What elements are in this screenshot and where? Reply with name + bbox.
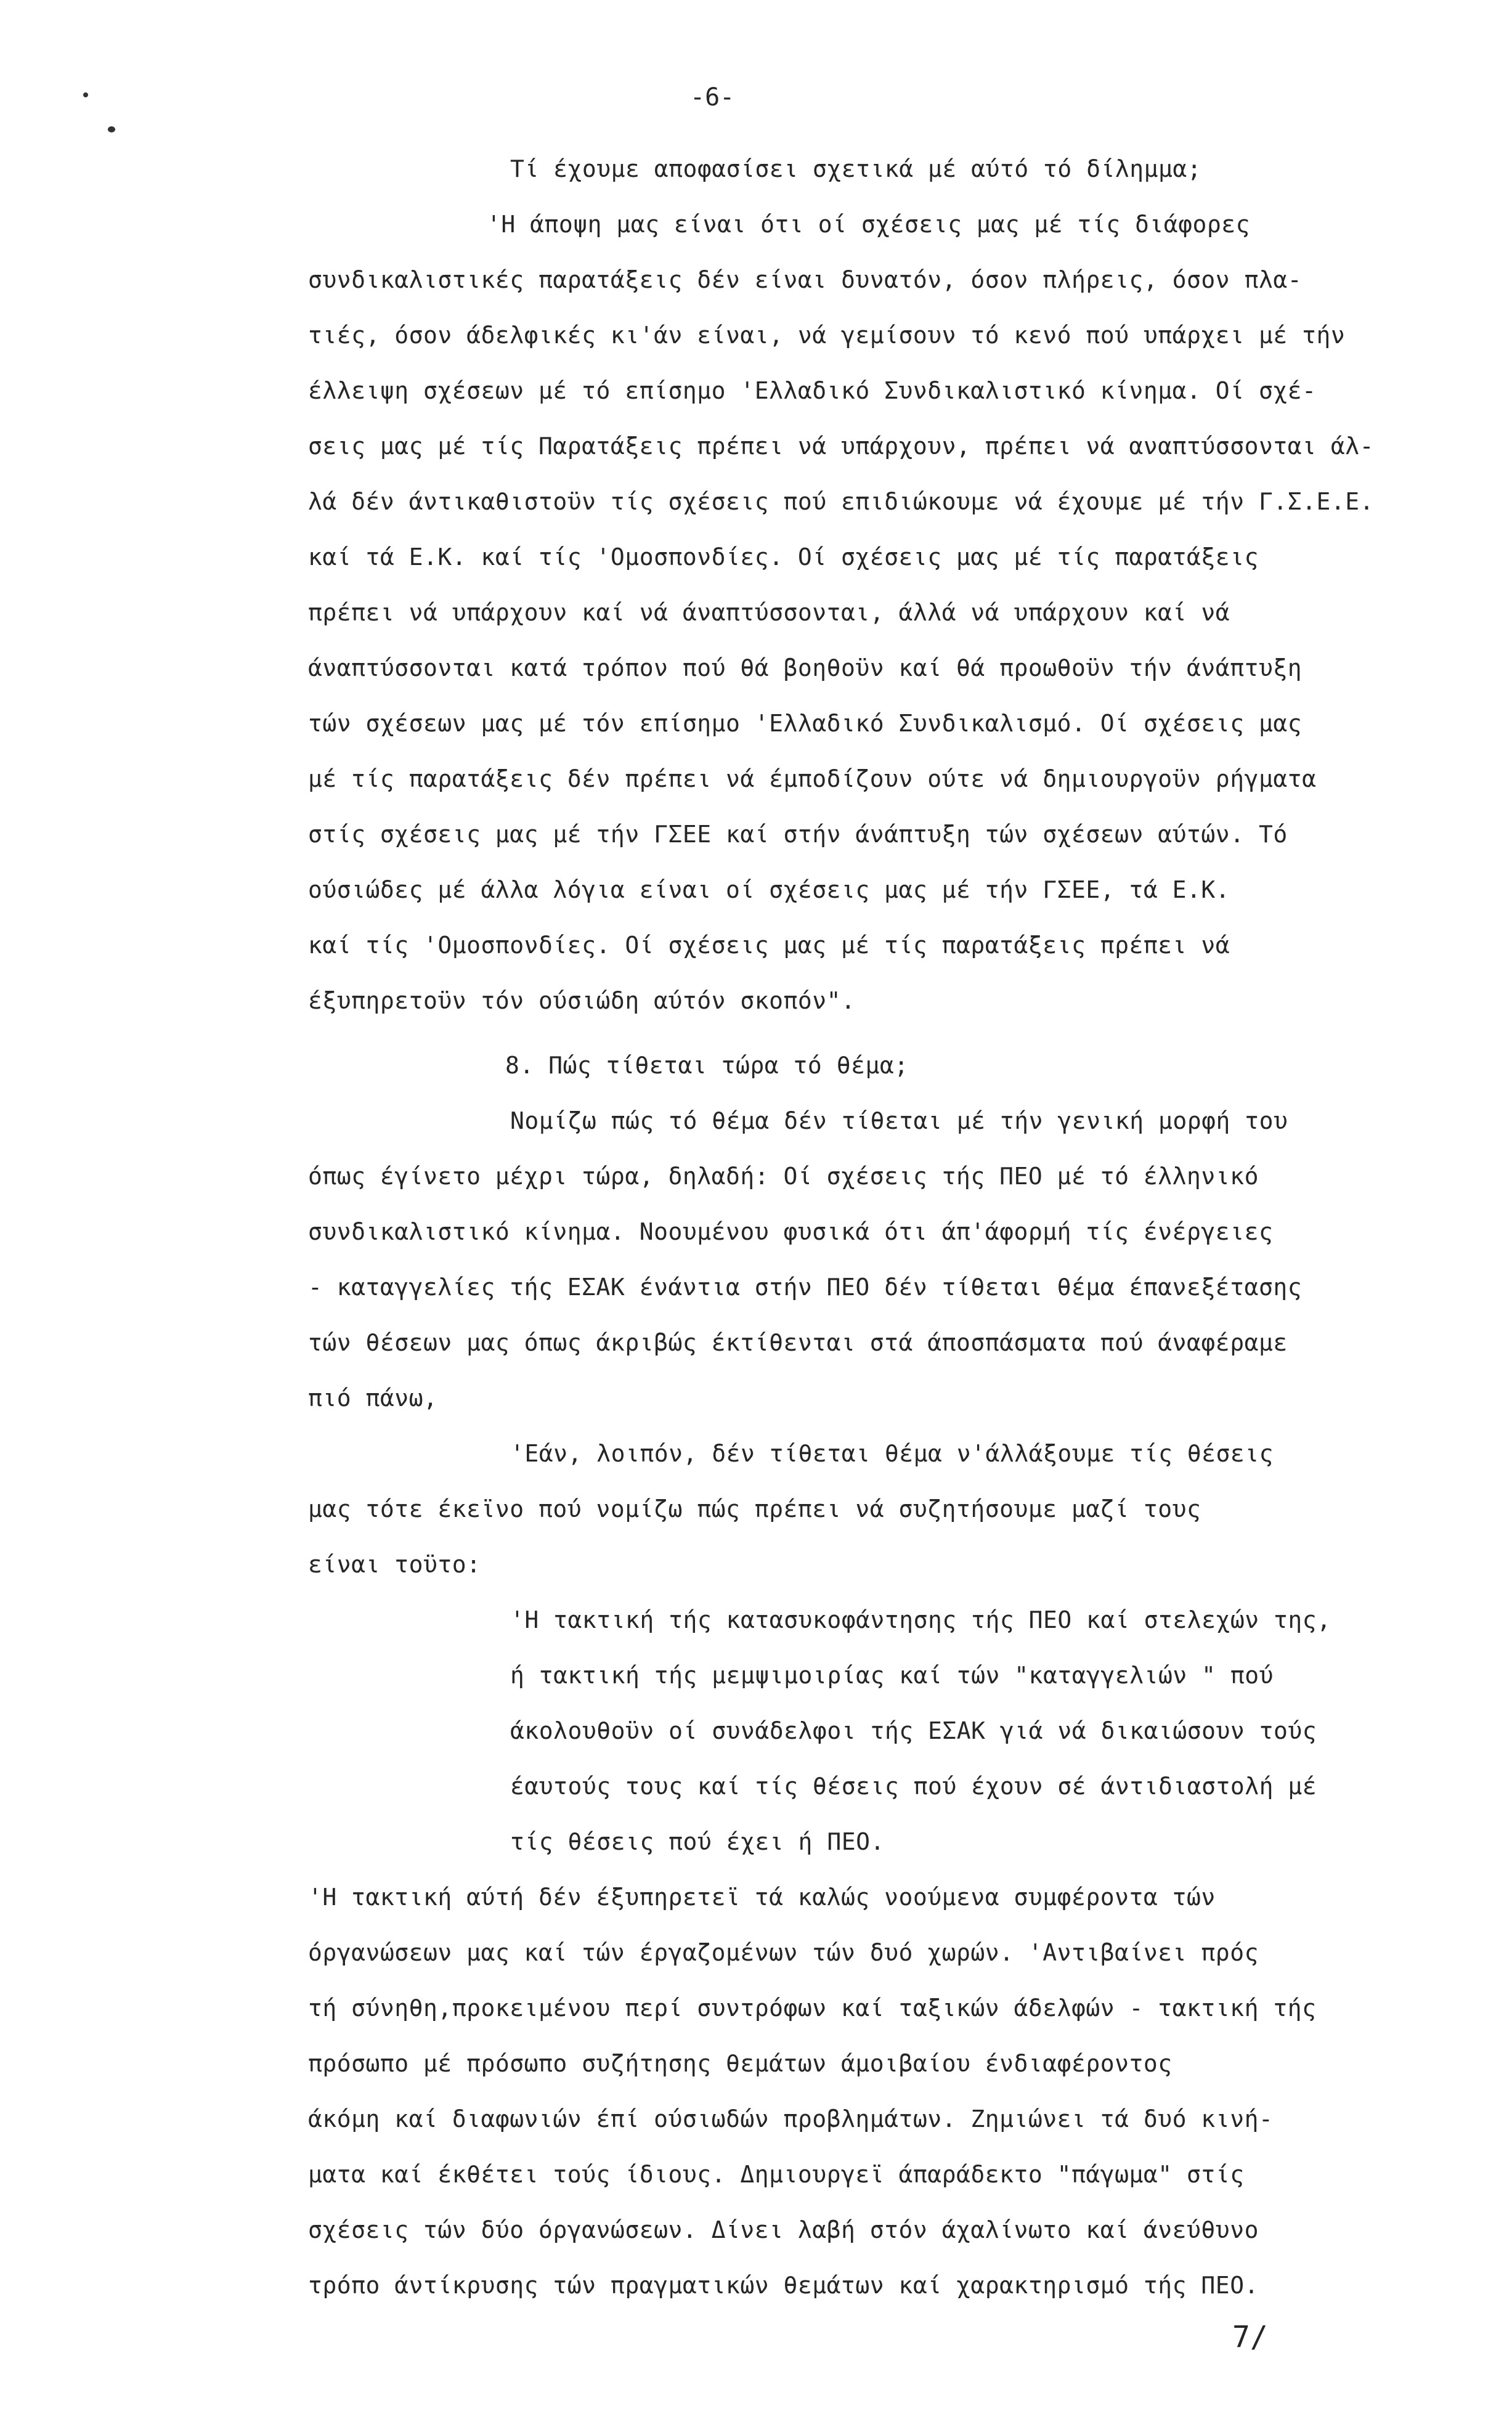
text-line: - καταγγελίες τής ΕΣΑΚ ένάντια στήν ΠΕΟ δέν τίθεται θέμα έπανεξέτασης	[308, 1274, 1303, 1301]
text-line: πιό πάνω,	[308, 1384, 438, 1412]
text-line: είναι τοϋτο:	[308, 1551, 481, 1578]
text-line: έλλειψη σχέσεων μέ τό επίσημο 'Ελλαδικό Συνδικαλιστικό κίνημα. Οί σχέ-	[308, 377, 1317, 404]
text-line: μας τότε έκεϊνο πού νομίζω πώς πρέπει νά συζητήσουμε μαζί τους	[308, 1495, 1201, 1523]
text-line: όργανώσεων μας καί τών έργαζομένων τών δυό χωρών. 'Αντιβαίνει πρός	[308, 1939, 1259, 1966]
text-line: τιές, όσον άδελφικές κι'άν είναι, νά γεμίσουν τό κενό πού υπάρχει μέ τήν	[308, 322, 1346, 349]
text-line: σεις μας μέ τίς Παρατάξεις πρέπει νά υπάρχουν, πρέπει νά αναπτύσσονται άλ-	[308, 433, 1374, 460]
text-line: λά δέν άντικαθιστοϋν τίς σχέσεις πού επιδιώκουμε νά έχουμε μέ τήν Γ.Σ.Ε.Ε.	[308, 488, 1374, 515]
text-line: Νομίζω πώς τό θέμα δέν τίθεται μέ τήν γενική μορφή του	[510, 1107, 1288, 1134]
text-line: άναπτύσσονται κατά τρόπον πού θά βοηθοϋν καί θά προωθοϋν τήν άνάπτυξη	[308, 654, 1303, 681]
text-line: συνδικαλιστικό κίνημα. Νοουμένου φυσικά ότι άπ'άφορμή τίς ένέργειες	[308, 1218, 1274, 1245]
next-page-marker: 7/	[1232, 2320, 1268, 2354]
text-line: Τί έχουμε αποφασίσει σχετικά μέ αύτό τό δίλημμα;	[510, 155, 1202, 182]
text-line: τών θέσεων μας όπως άκριβώς έκτίθενται στά άποσπάσματα πού άναφέραμε	[308, 1329, 1288, 1356]
text-line: όπως έγίνετο μέχρι τώρα, δηλαδή: Οί σχέσεις τής ΠΕΟ μέ τό έλληνικό	[308, 1163, 1259, 1190]
text-line: πρέπει νά υπάρχουν καί νά άναπτύσσονται, άλλά νά υπάρχουν καί νά	[308, 599, 1230, 626]
scan-speck	[83, 92, 88, 97]
text-line: ούσιώδες μέ άλλα λόγια είναι οί σχέσεις μας μέ τήν ΓΣΕΕ, τά Ε.Κ.	[308, 876, 1230, 903]
scan-speck	[108, 126, 115, 132]
quoted-line: άκολουθοϋν οί συνάδελφοι τής ΕΣΑΚ γιά νά δικαιώσουν τούς	[510, 1717, 1317, 1744]
text-line: σχέσεις τών δύο όργανώσεων. Δίνει λαβή στόν άχαλίνωτο καί άνεύθυνο	[308, 2216, 1259, 2243]
text-line: στίς σχέσεις μας μέ τήν ΓΣΕΕ καί στήν άνάπτυξη τών σχέσεων αύτών. Τό	[308, 821, 1288, 848]
text-line: ματα καί έκθέτει τούς ίδιους. Δημιουργεϊ άπαράδεκτο "πάγωμα" στίς	[308, 2161, 1245, 2188]
text-line: άκόμη καί διαφωνιών έπί ούσιωδών προβλημάτων. Ζημιώνει τά δυό κινή-	[308, 2105, 1274, 2132]
text-line: καί τά Ε.Κ. καί τίς 'Ομοσπονδίες. Οί σχέσεις μας μέ τίς παρατάξεις	[308, 543, 1259, 571]
text-line: πρόσωπο μέ πρόσωπο συζήτησης θεμάτων άμοιβαίου ένδιαφέροντος	[308, 2050, 1173, 2077]
text-line: τρόπο άντίκρυσης τών πραγματικών θεμάτων καί χαρακτηρισμό τής ΠΕΟ.	[308, 2272, 1259, 2299]
text-line: τή σύνηθη,προκειμένου περί συντρόφων καί ταξικών άδελφών - τακτική τής	[308, 1994, 1317, 2022]
quoted-line: τίς θέσεις πού έχει ή ΠΕΟ.	[510, 1828, 885, 1855]
quoted-line: 'Η τακτική τής κατασυκοφάντησης τής ΠΕΟ καί στελεχών της,	[510, 1606, 1331, 1633]
page-number: -6-	[690, 83, 735, 112]
text-line: έξυπηρετοϋν τόν ούσιώδη αύτόν σκοπόν".	[308, 987, 856, 1014]
text-line: συνδικαλιστικές παρατάξεις δέν είναι δυνατόν, όσον πλήρεις, όσον πλα-	[308, 266, 1303, 293]
quoted-line: ή τακτική τής μεμψιμοιρίας καί τών "καταγγελιών " πού	[510, 1662, 1274, 1689]
text-line: 'Η άποψη μας είναι ότι οί σχέσεις μας μέ τίς διάφορες	[487, 211, 1251, 238]
text-line: 'Η τακτική αύτή δέν έξυπηρετεϊ τά καλώς νοούμενα συμφέροντα τών	[308, 1884, 1216, 1911]
section-heading: 8. Πώς τίθεται τώρα τό θέμα;	[505, 1052, 909, 1079]
text-line: μέ τίς παρατάξεις δέν πρέπει νά έμποδίζουν ούτε νά δημιουργοϋν ρήγματα	[308, 765, 1317, 792]
text-line: 'Εάν, λοιπόν, δέν τίθεται θέμα ν'άλλάξουμε τίς θέσεις	[510, 1440, 1274, 1467]
text-line: καί τίς 'Ομοσπονδίες. Οί σχέσεις μας μέ τίς παρατάξεις πρέπει νά	[308, 932, 1230, 959]
text-line: τών σχέσεων μας μέ τόν επίσημο 'Ελλαδικό Συνδικαλισμό. Οί σχέσεις μας	[308, 710, 1303, 737]
quoted-line: έαυτούς τους καί τίς θέσεις πού έχουν σέ άντιδιαστολή μέ	[510, 1773, 1317, 1800]
